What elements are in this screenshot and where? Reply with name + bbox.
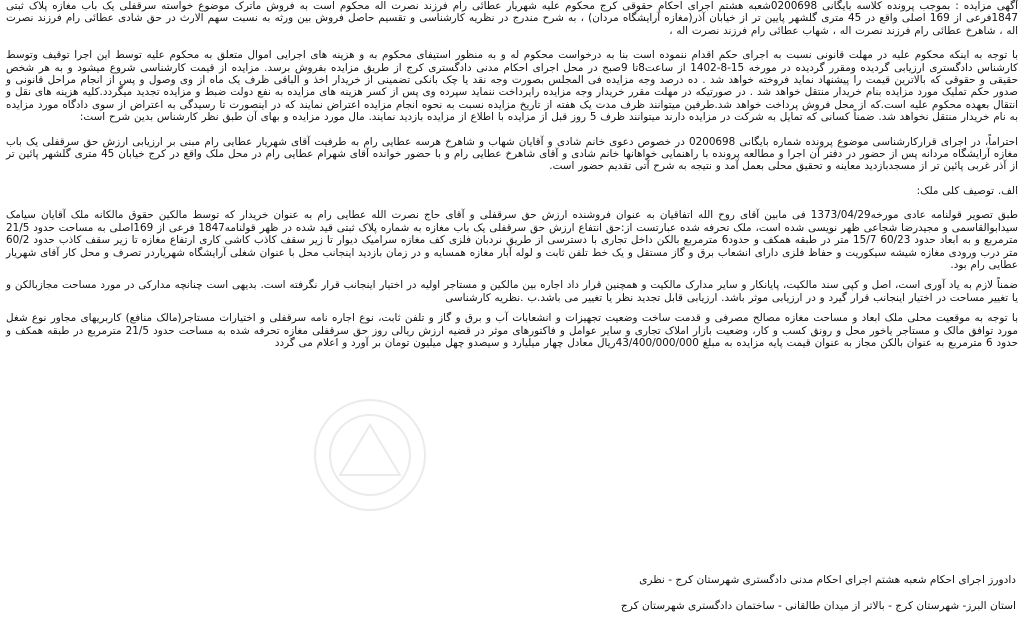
property-description-heading: الف. توصیف کلی ملک: [916, 184, 1018, 197]
watermark-logo [300, 380, 760, 530]
auction-notice-intro: آگهی مزایده : بموجب پرونده کلاسه بایگانی 0200698شعبه هشتم اجرای احکام حقوقی کرج محکوم علیه شهریار عطائی رام فرزند نصرت اله محکوم است به فروش ماترک موضوع خواسته سرقفلی یک باب مغازه پلاک ثبتی 1847فرعی از 169 اصلی واقع در 45 متری گلشهر پایین تر از خیابان آذر(مغازه آرایشگاه مردان) ، به شرح مندرج در نظریه کارشناسی و تقسیم حاصل فروش بین ورثه به نسبت سهم الارث در حق شادی عطائی رام فرزند نصرت اله ، شاهرخ عطائی رام فرزند نصرت اله ، شهاب عطائی رام فرزند نصرت اله ، [6, 0, 1018, 37]
footer-address-line: استان البرز- شهرستان کرج - بالاتر از میدان طالقانی - ساختمان دادگستری شهرستان کرج [620, 600, 1016, 612]
footer-officer-line: دادورز اجرای احکام شعبه هشتم اجرای احکام مدنی دادگستری شهرستان کرج - نظری [639, 574, 1016, 586]
document-body [6, 0, 1018, 349]
documents-note-paragraph: ضمناً لازم به یاد آوری است، اصل و کپی سند مالکیت، پایانکار و سایر مدارک مالکیت و همچنین قرار داد اجاره بین مالکین و مستاجر اولیه در اختیار اینجانب قرار نگرفته است. بدیهی است چنانچه مدارکی در مورد مساحت مجازبالکن و یا تغییر مساحت در اختیار اینجانب قرار گیرد و در ارزیابی موثر باشد. ارزیابی قابل تجدید نظر یا تغییر می باشد.ب .نظریه کارشناسی [6, 279, 1018, 304]
expert-opinion-paragraph: با توجه به موقعیت محلی ملک ابعاد و مساحت مغازه مصالح مصرفی و قدمت ساخت وضعیت تجهیزات و انشعابات آب و برق و گاز و تلفن ثابت، نوع اجاره نامه سرقفلی و اختیارات مستاجر(مالک منافع) کاربریهای مجاور نوع شغل مورد توافق مالک و مستاجر یاخور محل و رونق کسب و کار، وضعیت بازار املاک تجاری و سایر عوامل و فاکتورهای موثر در قضیه ارزش ریالی روز حق سرقفلی مغازه تحرفه شده به مساحت حدود 21/5 مترمربع در طبقه همکف و حدود 6 مترمربع به عنوان بالکن مجاز به عنوان قیمت پایه مزایده به مبلغ 43/400/000/000ریال معادل چهار میلیارد و سیصدو چهل میلیون تومان بر آورد و اعلام می گردد [6, 312, 1018, 349]
expert-report-intro: احتراماً، در اجرای قرارکارشناسی موضوع پرونده شماره بایگانی 0200698 در خصوص دعوی خانم شادی و آقایان شهاب و شاهرخ هرسه عطایی رام به طرفیت آقای شهریار عطایی رام مبنی بر ارزیابی ارزش حق سرقفلی یک باب مغازه آرایشگاه مردانه پس از حضور در دفتر آن اجرا و مطالعه پرونده با راهنمایی خواهانها خانم شادی و آقای شاهرخ عطایی رام و با حضور خوانده آقای شهرام عطایی رام در محل ملک واقع در کرج خیابان 45 متری گلشهر پائین تر از آذر غربی پائین تر از مسجدبازدید معاینه و تحقیق محلی بعمل آمد و نتیجه به شرح آتی تقدیم حضور است. [6, 135, 1018, 173]
property-description-paragraph: طبق تصویر قولنامه عادی مورخه1373/04/29 فی مابین آقای روح الله اتفاقیان به عنوان فروشنده ارزش حق سرقفلی و آقای حاج نصرت الله عطایی رام به عنوان خریدار که توسط مالکین حقوق مالکانه ملک آقایان سیامک سیدابوالقاسمی و مجیدرضا شجاعی ظهر نویسی شده است، ملک تحرفه شده عبارتست از:حق انتفاع ارزش حق سرقفلی یک باب مغازه به شماره پلاک ثبتی قید شده در ظهر قولنامه1847 فرعی از 169اصلی به مساحت حدود 21/5 مترمربع و به ابعاد حدود 60/23 15/7 متر در طبقه همکف و حدود6 مترمربع بالکن داخل تجاری با دسترسی از طریق نردبان فلزی کف مغازه سرامیک دیوار تا زیر سقف کاذب کاشی کاری ارتفاع مغازه تا زیر سقف کاذب حدود 60/2 متر درب ورودی مغازه شیشه سیکوریت و حفاظ فلزی دارای انشعاب برق و گاز مستقل و یک خط تلفن ثابت و لوله آبار مغازه همسایه و در زمان بازدید اینجانب محل با عنوان شغلی آرایشگاه شهریاردر تصرف و محل کار آقای شهریار عطایی رام بود. [6, 209, 1019, 271]
auction-terms-paragraph: با توجه به اینکه محکوم علیه در مهلت قانونی نسبت به اجرای حکم اقدام ننموده است بنا به درخواست محکوم له و به منظور استیفای محکوم به و هزینه های اجرایی اموال متعلق به محکوم علیه توسط این اجرا توقیف وتوسط کارشناس دادگستری ارزیابی گردیده ومقرر گردیده در مورخه 15-8-1402 از ساعت8تا 9صبح در محل اجرای احکام مدنی دادگستری کرج از طریق مزایده بفروش برسد. مزایده از قیمت کارشناسی شروع میشود و به هر شخص حقیقی و حقوقی که بالاترین قیمت را پیشنهاد نماید فروخته خواهد شد . ده درصد وجه مزایده فی المجلس بصورت وجه نقد یا چک بانکی تضمینی از خریدار اخذ و الباقی ظرف یک ماه از وی وصول و پس از انجام مراحل قانونی و صدور حکم تملیک مورد مزایده بنام خریدار منتقل خواهد شد . در صورتیکه در مهلت مقرر خریدار وجه مزایده رایرداخت ننماید سپرده وی پس از کسر هزینه های مزایده به نفع دولت ضبط و مزایده تجدید میگردد.کلیه هزینه های نقل و انتقال بعهده محکوم علیه است.که از محل فروش پرداخت خواهد شد.طرفین میتوانند ظرف مدت یک هفته از تاریخ مزایده نسبت به نحوه انجام مزایده اعتراض نمایند که در اینصورت تا رسیدگی به اعتراض از سوی دادگاه مورد مزایده به نام خریدار منتقل نخواهد شد. ضمناً کسانی که تمایل به شرکت در مزایده دارند میتوانند ظرف 5 روز قبل از مزایده با اطلاع از مزایده بازدید نمایند. مال مورد مزایده و بهای آن طبق نظر کارشناس بدین شرح است: [6, 49, 1018, 124]
